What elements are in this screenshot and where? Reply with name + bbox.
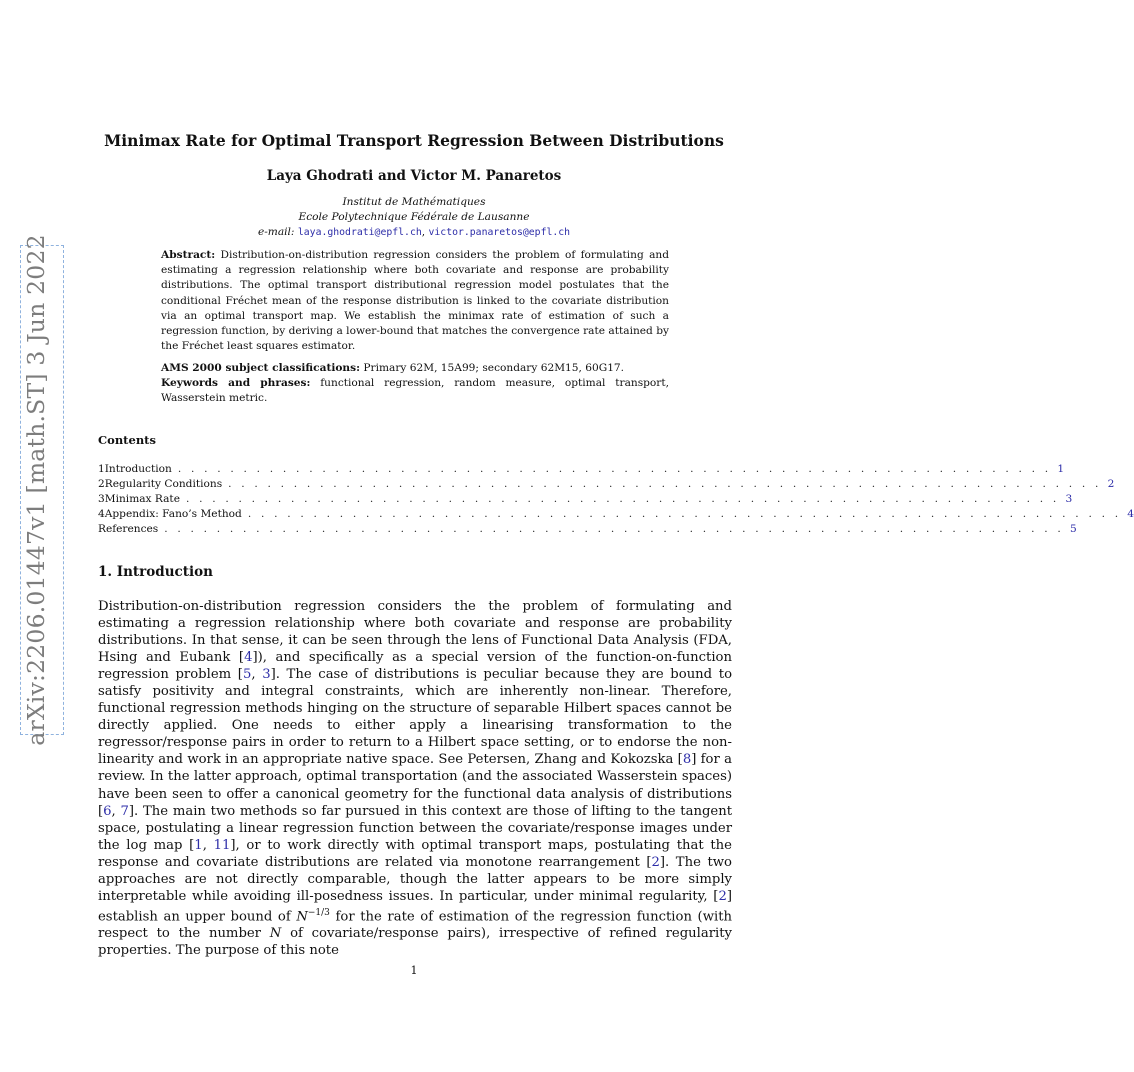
math-variable: N (296, 909, 308, 925)
body-text-run: ]. The main two methods so far pursued in this context are those of lifting to the tangent space, postulating a linear regression function between the covariate/response images under the log map [ (98, 803, 733, 853)
toc-entry-title: Minimax Rate (104, 493, 180, 505)
page-number: 1 (410, 964, 418, 977)
body-text-run: of covariate/response pairs), irrespective of refined regularity properties. The purpose of this note (98, 926, 732, 959)
ams-text: Primary 62M, 15A99; secondary 62M15, 60G17. (363, 362, 625, 374)
affiliation-institute: Institut de Mathématiques (342, 196, 486, 208)
toc-leader-dots: . . . . . . . . . . . . . . . . . . . . . . . . . . . . . . . . . . . . . . . . . . . . . . . . . . . . . . . . . . . . . . . . . . . (228, 478, 1102, 490)
toc-entry-number: 4 (98, 508, 105, 520)
keywords-text: functional regression, random measure, optimal transport, Wasserstein metric. (161, 377, 669, 405)
citation-link[interactable]: 4 (244, 650, 253, 666)
email-link-ghodrati[interactable]: laya.ghodrati@epfl.ch (297, 227, 422, 238)
ams-label: AMS 2000 subject classifications: (161, 362, 361, 374)
abstract-text: Distribution-on-distribution regression considers the problem of formulating and estimating a regression relationship where both covariate and response are probability distributions. The optimal transport distributional regression model postulates that the conditional Fréchet mean of the response distribution is linked to the covariate distribution via an optimal transport map. We establish the minimax rate of estimation of such a regression function, by deriving a lower-bound that matches the convergence rate attained by the Fréchet least squares estimator. (161, 249, 669, 353)
toc-entry-title: Introduction (104, 463, 172, 475)
body-text-run: ]. The case of distributions is peculiar because they are bound to satisfy positivity and integral constraints, which are inherently non-linear. Therefore, functional regression methods hinging on the structure of separable Hilbert spaces cannot be directly applied. One needs to either apply a linearising transformation to the regressor/response pairs in order to return to a Hilbert space setting, or to endorse the non-linearity and work in an appropriate native space. See Petersen, Zhang and Kokozska [ (98, 667, 733, 768)
affiliation-school: Ecole Polytechnique Fédérale de Lausanne (298, 211, 530, 223)
toc-entry-page[interactable]: 3 (1065, 493, 1073, 505)
introduction-paragraph (98, 598, 732, 959)
citation-link[interactable]: 2 (718, 888, 727, 904)
toc-entry-regularity-conditions[interactable] (98, 478, 1115, 493)
body-text-run: ]), and specifically as a special version of the function-on-function regression problem [ (98, 650, 732, 683)
table-of-contents (98, 463, 1134, 538)
citation-link[interactable]: 2 (651, 854, 660, 870)
classifications (161, 361, 669, 407)
math-variable: N (269, 926, 282, 942)
toc-entry-page[interactable]: 1 (1057, 463, 1065, 475)
body-text-run: ] for a review. In the latter approach, optimal transportation (and the associated Wasserstein spaces) have been seen to offer a canonical geometry for the functional data analysis of distributions [ (98, 752, 732, 819)
toc-entry-page[interactable]: 4 (1127, 508, 1134, 520)
citation-link[interactable]: 1 (194, 837, 203, 853)
body-text-run: for the rate of estimation of the regression function (with respect to the number (98, 909, 732, 942)
citation-link[interactable]: 3 (262, 667, 271, 683)
toc-entry-introduction[interactable] (98, 463, 1065, 478)
toc-entry-page[interactable]: 2 (1107, 478, 1115, 490)
citation-link[interactable]: 6 (103, 803, 112, 819)
email-separator: , (421, 226, 426, 238)
body-text-run: , (202, 837, 214, 853)
toc-entry-title: Regularity Conditions (104, 478, 223, 490)
toc-entry-page[interactable]: 5 (1069, 523, 1077, 535)
abstract (161, 248, 669, 354)
body-text-run: ], or to work directly with optimal transport maps, postulating that the response and covariate distributions are related via monotone rearrangement [ (98, 837, 732, 870)
paper-title: Minimax Rate for Optimal Transport Regression Between Distributions (104, 131, 724, 150)
arxiv-identifier: arXiv:2206.01447v1 [math.ST] 3 Jun 2022 (22, 234, 50, 746)
toc-leader-dots: . . . . . . . . . . . . . . . . . . . . . . . . . . . . . . . . . . . . . . . . . . . . . . . . . . . . . . . . . . . . . . . . . . . (185, 493, 1060, 505)
paper-authors: Laya Ghodrati and Victor M. Panaretos (266, 168, 562, 184)
toc-leader-dots: . . . . . . . . . . . . . . . . . . . . . . . . . . . . . . . . . . . . . . . . . . . . . . . . . . . . . . . . . . . . . . . . . . . (177, 463, 1052, 475)
citation-link[interactable]: 11 (213, 837, 231, 853)
toc-entry-appendix[interactable] (98, 508, 1134, 523)
toc-entry-number: 3 (98, 493, 105, 505)
body-text-run: , (111, 803, 121, 819)
email-label: e-mail: (257, 226, 295, 238)
keywords-label: Keywords and phrases: (161, 377, 311, 390)
contents-heading: Contents (98, 433, 156, 447)
body-text-run: , (251, 667, 263, 683)
section-heading-introduction: 1. Introduction (98, 564, 213, 580)
citation-link[interactable]: 7 (120, 803, 129, 819)
citation-link[interactable]: 5 (242, 667, 252, 683)
abstract-label: Abstract: (161, 249, 216, 261)
body-text-run: ]. The two approaches are not directly comparable, though the latter appears to be more simply interpretable while avoiding ill-posedness issues. In particular, under minimal regularity, [ (98, 854, 733, 904)
body-text-run: Distribution-on-distribution regression considers the the problem of formulating and estimating a regression relationship where both covariate and response are probability distributions. In that sense, it can be seen through the lens of Functional Data Analysis (FDA, Hsing and Eubank [ (98, 599, 732, 666)
toc-leader-dots: . . . . . . . . . . . . . . . . . . . . . . . . . . . . . . . . . . . . . . . . . . . . . . . . . . . . . . . . . . . . . . . . . . . (247, 508, 1122, 520)
email-link-panaretos[interactable]: victor.panaretos@epfl.ch (428, 227, 571, 238)
toc-entry-references[interactable] (98, 523, 1077, 538)
citation-link[interactable]: 8 (682, 752, 692, 768)
toc-entry-number: 1 (98, 463, 105, 475)
math-exponent: −1/3 (307, 907, 330, 918)
toc-entry-title: References (98, 523, 159, 535)
toc-entry-title: Appendix: Fano’s Method (104, 508, 242, 520)
toc-entry-number: 2 (98, 478, 105, 490)
body-text-run: ] establish an upper bound of (98, 888, 732, 925)
email-line (0, 226, 828, 238)
toc-leader-dots: . . . . . . . . . . . . . . . . . . . . . . . . . . . . . . . . . . . . . . . . . . . . . . . . . . . . . . . . . . . . . . . . . . . . . (164, 523, 1064, 535)
toc-entry-minimax-rate[interactable] (98, 493, 1073, 508)
